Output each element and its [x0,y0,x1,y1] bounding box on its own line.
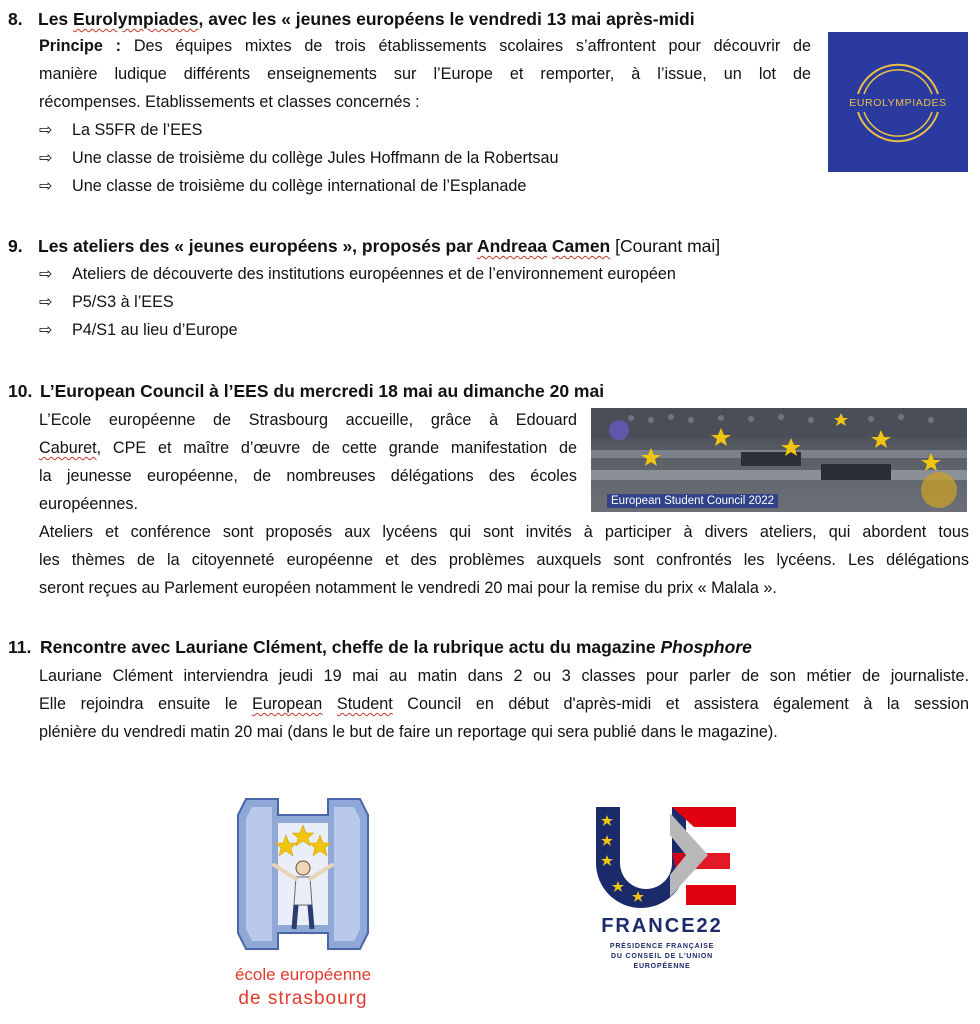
ue-logo-sub1: PRÉSIDENCE FRANÇAISE [609,943,715,950]
list-item: ⇨ La S5FR de l’EES [39,116,202,145]
section-number: 8. [8,9,23,29]
section-11-paragraph: Lauriane Clément interviendra jeudi 19 mai au matin dans 2 ou 3 classes pour parler de son métier de journaliste. Elle rejoindra ensuite le European Student Council en début d'après-midi et assistera également à la session plénière du vendredi matin 20 mai (dans le but de faire un reportage qui sera publié dans le magazine). [39,667,969,741]
section-number: 9. [8,236,23,256]
section-9-title: 9. Les ateliers des « jeunes européens », proposés par Andreaa Camen [Courant mai] [8,236,721,256]
section-10-title: 10. L’European Council à l’EES du mercredi 18 mai au dimanche 20 mai [8,381,605,401]
list-item: ⇨ P5/S3 à l’EES [39,288,174,317]
presidence-francaise-ue-logo [590,805,742,977]
eurolympiades-word: Eurolympiades [73,9,199,29]
arrow-right-icon: ⇨ [39,266,53,283]
ecole-europeenne-strasbourg-logo [228,793,378,1015]
arrow-right-icon: ⇨ [39,150,53,167]
eurolympiades-logo-text: EUROLYMPIADES [849,97,947,109]
section-10-paragraph-full: Ateliers et conférence sont proposés aux lycéens qui sont invités à participer à divers ateliers, qui abordent tous les thèmes de la citoyenneté européenne et des problèmes auxquels sont confrontés les lycéens. Les délégations seront reçues au Parlement européen notamment le vendredi 20 mai pour la remise du prix « Malala ». [39,523,969,597]
european-council-photo [591,408,967,512]
section-8-title: 8. Les Eurolympiades, avec les « jeunes européens le vendredi 13 mai après-midi [8,9,695,29]
list-item: ⇨ Une classe de troisième du collège international de l’Esplanade [39,172,526,201]
magazine-name: Phosphore [660,637,752,657]
section-11-title: 11. Rencontre avec Lauriane Clément, cheffe de la rubrique actu du magazine Phosphore [8,637,752,657]
eurolympiades-logo [828,32,968,172]
section-10-paragraph: L’Ecole européenne de Strasbourg accueille, grâce à Edouard Caburet, CPE et maître d’œuvre de cette grande manifestation de la jeunesse européenne, de nombreuses délégations des écoles européennes. [39,411,577,513]
arrow-right-icon: ⇨ [39,294,53,311]
ue-logo-sub2: DU CONSEIL DE L'UNION [611,953,713,960]
section-number: 10. [8,381,33,401]
arrow-right-icon: ⇨ [39,122,53,139]
ees-logo-line1: école européenne [234,965,372,984]
arrow-right-icon: ⇨ [39,178,53,195]
list-item: ⇨ Ateliers de découverte des institutions européennes et de l’environnement européen [39,260,676,289]
section-8-paragraph: Principe : Des équipes mixtes de trois établissements scolaires s’affrontent pour découvrir de manière ludique différents enseignements sur l’Europe et remporter, à l’issue, un lot de récompenses. Etablissements et classes concernés : [39,37,811,111]
section-number: 11. [8,637,32,657]
ue-logo-sub3: EUROPÉENNE [633,963,691,970]
arrow-right-icon: ⇨ [39,322,53,339]
ees-logo-line2: de strasbourg [238,988,368,1009]
list-item: ⇨ P4/S1 au lieu d’Europe [39,316,238,345]
list-item: ⇨ Une classe de troisième du collège Jules Hoffmann de la Robertsau [39,144,559,173]
photo-caption: European Student Council 2022 [607,494,778,508]
ue-logo-name: FRANCE22 [601,915,723,937]
